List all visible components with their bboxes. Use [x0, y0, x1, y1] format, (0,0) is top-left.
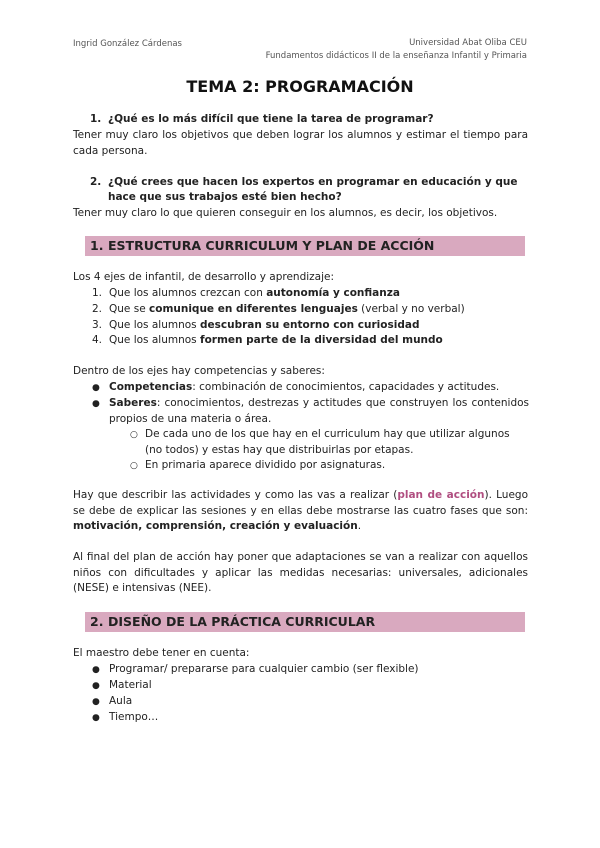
plan-de-accion-paragraph [73, 488, 528, 535]
saberes-sub-2: En primaria aparece dividido por asignaturas. [145, 459, 386, 471]
eje-1-pre: Que los alumnos crezcan con [109, 287, 267, 299]
question-1-answer: Tener muy claro los objetivos que deben lograr los alumnos y estimar el tiempo para cada persona. [73, 129, 528, 157]
header-right [266, 37, 527, 63]
eje-4 [109, 333, 443, 349]
p1-pre: Hay que describir las actividades y como las vas a realizar ( [73, 489, 398, 501]
saberes-label: Saberes [109, 397, 157, 409]
competencias-label: Competencias [109, 381, 193, 393]
saberes-item [109, 396, 529, 427]
section-2-item-2: Material [109, 679, 152, 691]
circle-bullet-icon: ○ [130, 430, 138, 440]
header-author: Ingrid González Cárdenas [73, 39, 182, 49]
bullet-icon: ● [92, 665, 100, 675]
circle-bullet-icon: ○ [130, 461, 138, 471]
section-1-title: ESTRUCTURA CURRICULUM Y PLAN DE ACCIÓN [108, 238, 435, 253]
eje-3-number: 3. [92, 319, 103, 331]
page-title: TEMA 2: PROGRAMACIÓN [186, 77, 414, 96]
eje-4-pre: Que los alumnos [109, 334, 200, 346]
section-2-item-4: Tiempo… [109, 711, 159, 723]
section-1-heading [85, 236, 525, 256]
question-2-number: 2. [90, 176, 102, 188]
bullet-icon: ● [92, 681, 100, 691]
section-2-number: 2. [90, 614, 104, 629]
bullet-icon: ● [92, 383, 100, 393]
section-2-title: DISEÑO DE LA PRÁCTICA CURRICULAR [108, 614, 376, 629]
section-2-item-3: Aula [109, 695, 133, 707]
section-1-intro: Los 4 ejes de infantil, de desarrollo y aprendizaje: [73, 271, 335, 283]
header-university: Universidad Abat Oliba CEU [409, 38, 527, 48]
question-1-number: 1. [90, 113, 102, 125]
competencias-text: : combinación de conocimientos, capacidades y actitudes. [192, 381, 500, 393]
eje-3-pre: Que los alumnos [109, 319, 200, 331]
p1-bold: motivación, comprensión, creación y evaluación [73, 520, 358, 532]
eje-2-post: (verbal y no verbal) [357, 303, 465, 315]
eje-2-pre: Que se [109, 303, 149, 315]
saberes-text: : conocimientos, destrezas y actitudes que construyen los contenidos propios de una materia o área. [109, 397, 529, 425]
eje-3 [109, 318, 419, 334]
eje-2 [109, 302, 465, 318]
saberes-sub-1: De cada uno de los que hay en el curriculum hay que utilizar algunos (no todos) y estas hay que distribuirlas por etapas. [145, 428, 510, 456]
eje-2-number: 2. [92, 303, 103, 315]
eje-4-number: 4. [92, 334, 103, 346]
adaptaciones-paragraph: Al final del plan de acción hay poner que adaptaciones se van a realizar con aquellos niños con dificultades y aplicar las medidas necesarias: universales, adicionales (NESE) e intensivas (NEE). [73, 551, 528, 594]
eje-1 [109, 286, 400, 302]
eje-1-bold: autonomía y confianza [266, 287, 400, 299]
question-2-text-line2: hace que sus trabajos esté bien hecho? [108, 191, 342, 203]
eje-1-number: 1. [92, 287, 103, 299]
question-1-text: ¿Qué es lo más difícil que tiene la tarea de programar? [108, 113, 434, 125]
question-2-answer: Tener muy claro lo que quieren conseguir en los alumnos, es decir, los objetivos. [73, 207, 498, 219]
section-2-item-1: Programar/ prepararse para cualquier cambio (ser flexible) [109, 663, 419, 675]
section-1-number: 1. [90, 238, 104, 253]
section-1-intro2: Dentro de los ejes hay competencias y saberes: [73, 365, 325, 377]
p1-end: . [357, 520, 362, 532]
header-course: Fundamentos didácticos II de la enseñanza Infantil y Primaria [265, 51, 527, 61]
eje-3-bold: descubran su entorno con curiosidad [200, 319, 420, 331]
bullet-icon: ● [92, 399, 100, 409]
eje-2-bold: comunique en diferentes lenguajes [149, 303, 358, 315]
section-2-heading [85, 612, 525, 632]
bullet-icon: ● [92, 713, 100, 723]
p1-highlight: plan de acción [397, 489, 485, 501]
section-2-intro: El maestro debe tener en cuenta: [73, 647, 250, 659]
bullet-icon: ● [92, 697, 100, 707]
p1-post: ). Luego se debe de explicar las sesiones y en ellas debe mostrarse las cuatro fases que son: [73, 489, 528, 517]
competencias-item [109, 380, 529, 396]
eje-4-bold: formen parte de la diversidad del mundo [200, 334, 443, 346]
question-2-text-line1: ¿Qué crees que hacen los expertos en programar en educación y que [108, 176, 518, 188]
